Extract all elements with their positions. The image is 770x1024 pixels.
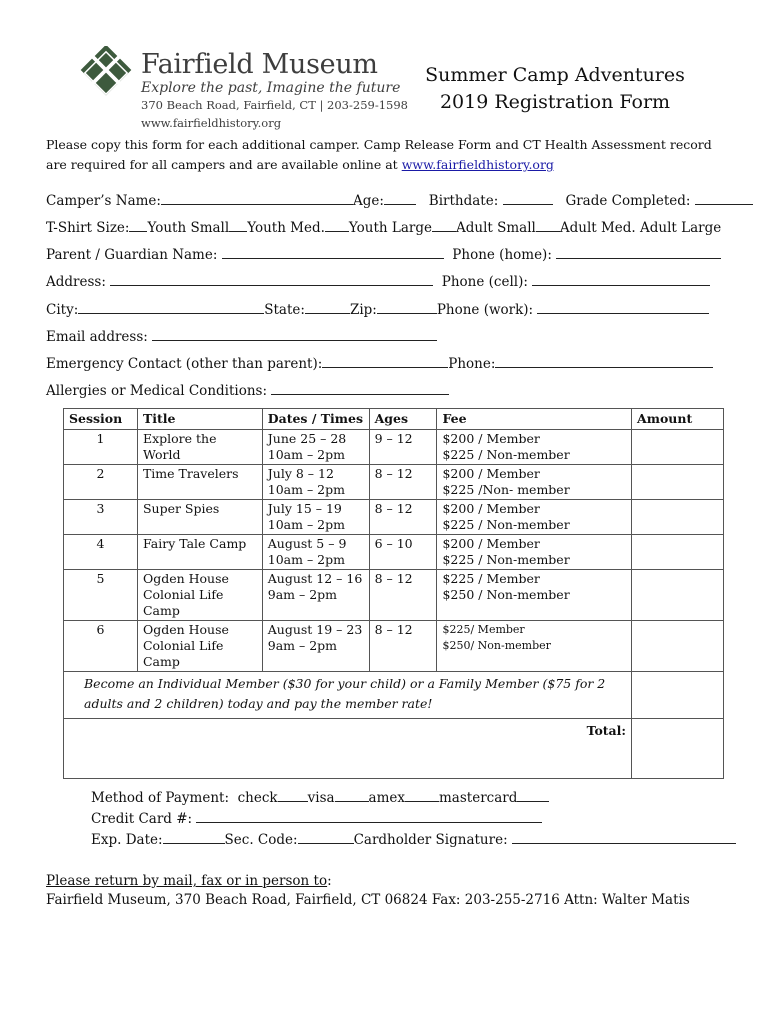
phone-work-label: Phone (work): — [436, 302, 534, 318]
session-ages: 8 – 12 — [369, 621, 437, 672]
city-row — [46, 301, 709, 318]
promo-row — [64, 672, 724, 719]
city-label: City: — [46, 302, 79, 318]
membership-amount-field[interactable] — [632, 672, 724, 719]
credit-card-field[interactable] — [196, 810, 542, 823]
age-field[interactable] — [384, 192, 416, 205]
payment-method-label: Method of Payment: — [91, 790, 230, 806]
amount-field[interactable] — [632, 570, 724, 621]
fee-nonmember: $225 / Non-member — [442, 552, 570, 567]
phone-work-field[interactable] — [537, 301, 709, 314]
session-date: August 19 – 23 — [267, 622, 363, 637]
session-title: Explore the World — [137, 430, 262, 465]
age-label: Age: — [352, 193, 384, 209]
session-number: 1 — [64, 430, 138, 465]
fee-nonmember: $250/ Non-member — [442, 639, 551, 652]
parent-row — [46, 246, 721, 263]
fee-nonmember: $250 / Non-member — [442, 587, 570, 602]
grade-field[interactable] — [695, 192, 753, 205]
session-title-line1: Ogden House — [142, 622, 229, 637]
session-time: 10am – 2pm — [267, 517, 345, 532]
session-number: 2 — [64, 465, 138, 500]
session-fee — [437, 430, 632, 465]
adult-med-check[interactable] — [536, 219, 560, 232]
sec-code-label: Sec. Code: — [224, 832, 298, 848]
session-title-line1: Ogden House — [142, 571, 229, 586]
address-label: Address: — [46, 274, 106, 290]
session-fee — [437, 535, 632, 570]
email-label: Email address: — [46, 329, 148, 345]
table-row — [64, 465, 724, 500]
session-fee — [437, 570, 632, 621]
visa-option[interactable] — [335, 789, 369, 802]
session-time: 9am – 2pm — [267, 638, 338, 653]
museum-logo-icon — [76, 46, 136, 106]
session-number: 5 — [64, 570, 138, 621]
fee-member: $200 / Member — [442, 536, 540, 551]
session-number: 3 — [64, 500, 138, 535]
session-title: Fairy Tale Camp — [137, 535, 262, 570]
session-ages: 8 – 12 — [369, 570, 437, 621]
form-subtitle: 2019 Registration Form — [439, 91, 671, 113]
phone-cell-label: Phone (cell): — [441, 274, 528, 290]
fee-member: $200 / Member — [442, 501, 540, 516]
credit-card-label: Credit Card #: — [91, 811, 193, 827]
emergency-label: Emergency Contact (other than parent): — [46, 356, 323, 372]
return-heading-colon: : — [327, 873, 332, 889]
emergency-field[interactable] — [322, 355, 448, 368]
signature-field[interactable] — [512, 831, 736, 844]
emergency-row — [46, 355, 713, 372]
zip-field[interactable] — [377, 301, 437, 314]
youth-med-check[interactable] — [229, 219, 247, 232]
mastercard-label: mastercard — [439, 790, 518, 806]
tshirt-row — [46, 219, 721, 236]
fee-nonmember: $225 / Non-member — [442, 517, 570, 532]
fee-member: $200 / Member — [442, 466, 540, 481]
address-field[interactable] — [110, 273, 433, 286]
session-date: August 5 – 9 — [267, 536, 347, 551]
camper-row — [46, 192, 753, 209]
address-row — [46, 273, 710, 290]
parent-label: Parent / Guardian Name: — [46, 247, 218, 263]
session-ages: 8 – 12 — [369, 465, 437, 500]
email-field[interactable] — [152, 328, 437, 341]
emergency-phone-label: Phone: — [448, 356, 496, 372]
allergies-label: Allergies or Medical Conditions: — [46, 383, 268, 399]
logo-tagline: Explore the past, Imagine the future — [141, 80, 401, 96]
tshirt-label: T-Shirt Size: — [46, 220, 130, 236]
col-header-fee: Fee — [437, 409, 632, 430]
logo-address: 370 Beach Road, Fairfield, CT | 203-259-1598 — [141, 98, 408, 112]
membership-promo: Become an Individual Member ($30 for your child) or a Family Member ($75 for 2 adults and 2 children) today and pay the member rate! — [64, 672, 632, 719]
fee-member: $225 / Member — [442, 571, 540, 586]
fee-nonmember: $225 /Non- member — [442, 482, 570, 497]
adult-small-label: Adult Small — [456, 220, 536, 236]
youth-large-label: Youth Large — [348, 220, 432, 236]
table-row — [64, 570, 724, 621]
return-heading-text: Please return by mail, fax or in person to — [46, 873, 328, 889]
intro-body: Please copy this form for each additional camper. Camp Release Form and CT Health Assessment record are required for all campers and are available online at — [46, 137, 712, 172]
amex-label: amex — [368, 790, 405, 806]
fee-nonmember: $225 / Non-member — [442, 447, 570, 462]
credit-card-row — [91, 810, 542, 827]
amount-field[interactable] — [632, 535, 724, 570]
table-row — [64, 500, 724, 535]
session-dates — [262, 570, 369, 621]
return-address: Fairfield Museum, 370 Beach Road, Fairfield, CT 06824 Fax: 203-255-2716 Attn: Walter Matis — [46, 892, 690, 908]
intro-link[interactable]: www.fairfieldhistory.org — [401, 157, 554, 172]
table-header-row — [64, 409, 724, 430]
adult-small-check[interactable] — [432, 219, 456, 232]
logo-name: Fairfield Museum — [141, 49, 378, 80]
city-field[interactable] — [78, 301, 264, 314]
session-fee — [437, 621, 632, 672]
check-label: check — [237, 790, 278, 806]
session-title: Super Spies — [137, 500, 262, 535]
adult-med-large-label: Adult Med. Adult Large — [559, 220, 722, 236]
parent-field[interactable] — [222, 246, 444, 259]
sessions-table — [63, 408, 724, 779]
phone-home-field[interactable] — [556, 246, 721, 259]
birthdate-field[interactable] — [503, 192, 553, 205]
session-time: 10am – 2pm — [267, 552, 345, 567]
camper-name-field[interactable] — [161, 192, 353, 205]
payment-method-row — [91, 789, 549, 806]
amount-field[interactable] — [632, 621, 724, 672]
col-header-ages: Ages — [369, 409, 437, 430]
amount-field[interactable] — [632, 500, 724, 535]
total-row — [64, 719, 724, 779]
total-label: Total: — [64, 719, 632, 779]
col-header-session: Session — [64, 409, 138, 430]
phone-home-label: Phone (home): — [452, 247, 552, 263]
youth-large-check[interactable] — [325, 219, 349, 232]
birthdate-label: Birthdate: — [428, 193, 499, 209]
session-date: August 12 – 16 — [267, 571, 363, 586]
session-ages: 8 – 12 — [369, 500, 437, 535]
session-dates — [262, 500, 369, 535]
session-dates — [262, 535, 369, 570]
amount-field[interactable] — [632, 465, 724, 500]
session-title-line2: Colonial Life Camp — [142, 587, 224, 618]
emergency-phone-field[interactable] — [495, 355, 713, 368]
camper-name-label: Camper’s Name: — [46, 193, 161, 209]
state-field[interactable] — [305, 301, 350, 314]
allergies-row — [46, 382, 449, 399]
session-fee — [437, 465, 632, 500]
session-title: Time Travelers — [137, 465, 262, 500]
session-number: 6 — [64, 621, 138, 672]
session-time: 9am – 2pm — [267, 587, 338, 602]
amount-field[interactable] — [632, 430, 724, 465]
session-dates — [262, 465, 369, 500]
form-title: Summer Camp Adventures — [425, 64, 685, 86]
fee-member: $225/ Member — [442, 623, 525, 636]
mastercard-option[interactable] — [517, 789, 549, 802]
expiry-row — [91, 831, 736, 848]
youth-med-label: Youth Med. — [247, 220, 325, 236]
col-header-dates: Dates / Times — [262, 409, 369, 430]
zip-label: Zip: — [349, 302, 377, 318]
col-header-amount: Amount — [632, 409, 724, 430]
session-date: July 8 – 12 — [267, 466, 334, 481]
session-title — [137, 621, 262, 672]
session-title-line2: Colonial Life Camp — [142, 638, 224, 669]
session-time: 10am – 2pm — [267, 482, 345, 497]
signature-label: Cardholder Signature: — [353, 832, 508, 848]
session-number: 4 — [64, 535, 138, 570]
session-dates — [262, 621, 369, 672]
logo-website: www.fairfieldhistory.org — [141, 116, 282, 130]
fee-member: $200 / Member — [442, 431, 540, 446]
youth-small-label: Youth Small — [147, 220, 230, 236]
session-title — [137, 570, 262, 621]
return-heading — [46, 873, 332, 889]
table-row — [64, 621, 724, 672]
email-row — [46, 328, 437, 345]
total-amount-field[interactable] — [632, 719, 724, 779]
phone-cell-field[interactable] — [532, 273, 710, 286]
session-ages: 6 – 10 — [369, 535, 437, 570]
exp-date-label: Exp. Date: — [91, 832, 163, 848]
table-row — [64, 430, 724, 465]
grade-label: Grade Completed: — [565, 193, 691, 209]
state-label: State: — [264, 302, 305, 318]
check-option[interactable] — [278, 789, 308, 802]
session-time: 10am – 2pm — [267, 447, 345, 462]
session-date: July 15 – 19 — [267, 501, 342, 516]
col-header-title: Title — [137, 409, 262, 430]
session-dates — [262, 430, 369, 465]
session-date: June 25 – 28 — [267, 431, 347, 446]
youth-small-check[interactable] — [129, 219, 147, 232]
exp-date-field[interactable] — [163, 831, 225, 844]
session-ages: 9 – 12 — [369, 430, 437, 465]
intro-text — [46, 135, 726, 175]
table-row — [64, 535, 724, 570]
allergies-field[interactable] — [271, 382, 449, 395]
visa-label: visa — [307, 790, 335, 806]
session-fee — [437, 500, 632, 535]
amex-option[interactable] — [405, 789, 439, 802]
sec-code-field[interactable] — [298, 831, 354, 844]
